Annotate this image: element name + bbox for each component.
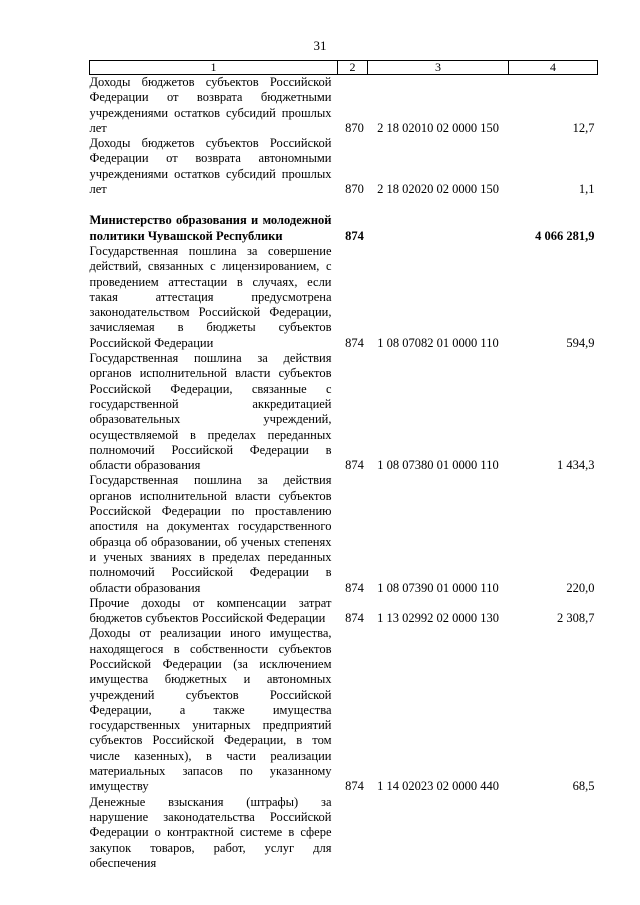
- row-budget-code: 1 13 02992 02 0000 130: [377, 611, 499, 626]
- row-amount: 2 308,7: [557, 611, 595, 626]
- column-header-amount: 4: [509, 61, 598, 75]
- table-body: [90, 75, 598, 872]
- row-amount: [509, 795, 598, 871]
- table-row: [90, 795, 598, 871]
- row-admin-code: 870: [345, 182, 364, 197]
- row-admin-code: [338, 795, 368, 871]
- table-row: [90, 351, 598, 473]
- row-description: Доходы от реализации иного имущества, находящегося в собственности субъектов Российской Федерации (за исключением имущества бюджетных и автономных учреждений субъектов Российской Федерации, а также имущества государственных унитарных предприятий субъектов Российской Федерации, в том числе казенных), в части реализации материальных запасов по указанному имуществу: [89, 626, 332, 794]
- row-description: Государственная пошлина за действия органов исполнительной власти субъектов Российской Федерации по проставлению апостиля на документах государственного образца об образовании, об ученых степенях и ученых званиях в пределах переданных полномочий Российской Федерации в области образования: [89, 473, 332, 595]
- row-budget-code: 1 08 07082 01 0000 110: [377, 335, 499, 350]
- ministry-row: [90, 213, 598, 244]
- row-description: Прочие доходы от компенсации затрат бюджетов субъектов Российской Федерации: [89, 595, 332, 626]
- row-budget-code: 1 14 02023 02 0000 440: [377, 779, 499, 794]
- row-admin-code: 874: [345, 335, 364, 350]
- row-budget-code: 1 08 07380 01 0000 110: [377, 458, 499, 473]
- row-description: Государственная пошлина за действия органов исполнительной власти субъектов Российской Федерации, связанные с государственной аккредитацией образовательных учреждений, осуществляемой в пределах переданных полномочий Российской Федерации в области образования: [89, 351, 332, 473]
- row-description: Государственная пошлина за совершение действий, связанных с лицензированием, с проведением аттестации в случаях, если такая аттестация предусмотрена законодательством Российской Федерации, зачисляемая в бюджеты субъектов Российской Федерации: [89, 243, 332, 350]
- spacer-row: [90, 197, 598, 213]
- table-row: [90, 596, 598, 627]
- table-row: [90, 75, 598, 137]
- row-description: Министерство образования и молодежной политики Чувашской Республики: [89, 213, 332, 243]
- row-amount: 12,7: [572, 120, 595, 135]
- row-amount: 68,5: [572, 779, 595, 794]
- row-admin-code: 874: [345, 580, 364, 595]
- row-admin-code: 874: [345, 228, 364, 243]
- table-row: [90, 473, 598, 595]
- row-budget-code: [368, 795, 509, 871]
- row-description: Денежные взыскания (штрафы) за нарушение законодательства Российской Федерации о контрактной системе в сфере закупок товаров, работ, услуг для обеспечения: [89, 794, 332, 870]
- row-amount: 1 434,3: [557, 458, 595, 473]
- column-header-description: 1: [90, 61, 338, 75]
- column-header-admin: 2: [338, 61, 368, 75]
- page-number: 31: [313, 38, 327, 53]
- table-row: [90, 136, 598, 197]
- table-row: [90, 244, 598, 351]
- row-admin-code: 870: [345, 120, 364, 135]
- row-budget-code: [368, 213, 509, 244]
- row-amount: 594,9: [566, 335, 595, 350]
- row-admin-code: 874: [345, 458, 364, 473]
- row-admin-code: 874: [345, 779, 364, 794]
- row-amount: 220,0: [566, 580, 595, 595]
- column-header-code: 3: [368, 61, 509, 75]
- row-description: Доходы бюджетов субъектов Российской Федерации от возврата бюджетными учреждениями остатков субсидий прошлых лет: [89, 75, 332, 135]
- row-budget-code: 2 18 02010 02 0000 150: [377, 120, 499, 135]
- row-budget-code: 1 08 07390 01 0000 110: [377, 580, 499, 595]
- row-description: Доходы бюджетов субъектов Российской Федерации от возврата автономными учреждениями остатков субсидий прошлых лет: [89, 136, 332, 197]
- row-admin-code: 874: [345, 611, 364, 626]
- row-budget-code: 2 18 02020 02 0000 150: [377, 182, 499, 197]
- revenue-table: [89, 60, 598, 871]
- row-amount: 4 066 281,9: [535, 228, 595, 243]
- spacer-cell: [90, 197, 598, 213]
- row-amount: 1,1: [578, 182, 595, 197]
- table-row: [90, 626, 598, 794]
- table-header-row: [90, 61, 598, 75]
